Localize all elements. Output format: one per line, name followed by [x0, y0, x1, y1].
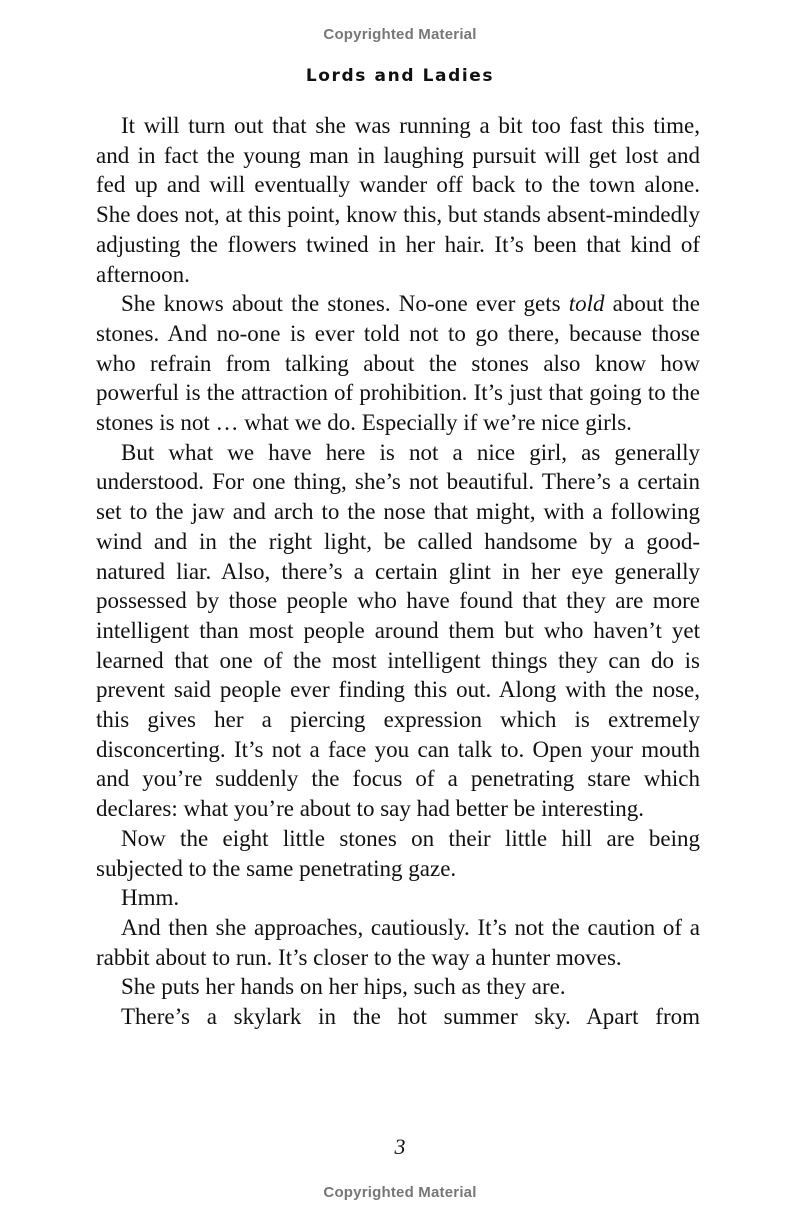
paragraph-8: There’s a skylark in the hot summer sky. Apart from	[121, 1004, 700, 1030]
copyright-watermark-top: Copyrighted Material	[323, 26, 477, 43]
paragraph-7: She puts her hands on her hips, such as they are.	[121, 974, 566, 1000]
copyright-watermark-bottom: Copyrighted Material	[323, 1184, 477, 1201]
running-head-title: Lords and Ladies	[305, 66, 495, 86]
emphasis-told: told	[568, 291, 605, 317]
paragraph-5: Hmm.	[121, 885, 180, 911]
body-text	[96, 111, 700, 1032]
paragraph-2-after: about the stones. And no-one is ever told not to go there, because those who refrain from talking about the stones also know how powerful is the attraction of prohibition. It’s just that going to the stones is not … what we do. Especially if we’re nice girls.	[96, 291, 700, 436]
page-number: 3	[394, 1134, 406, 1159]
paragraph-1: It will turn out that she was running a bit too fast this time, and in fact the young man in laughing pursuit will get lost and fed up and will eventually wander off back to the town alone. She does not, at this point, know this, but stands absent-mindedly adjusting the flowers twined in her hair. It’s been that kind of afternoon.	[96, 113, 700, 287]
paragraph-3: But what we have here is not a nice girl, as generally understood. For one thing, she’s not beautiful. There’s a certain set to the jaw and arch to the nose that might, with a following wind and in the right light, be called handsome by a good-natured liar. Also, there’s a certain glint in her eye generally possessed by those people who have found that they are more intelligent than most people around them but who haven’t yet learned that one of the most intelligent things they can do is prevent said people ever finding this out. Along with the nose, this gives her a piercing expression which is extremely disconcerting. It’s not a face you can talk to. Open your mouth and you’re suddenly the focus of a penetrating stare which declares: what you’re about to say had better be interesting.	[96, 439, 700, 822]
paragraph-4: Now the eight little stones on their little hill are being subjected to the same penetrating gaze.	[96, 825, 700, 881]
paragraph-2	[96, 289, 700, 438]
paragraph-6: And then she approaches, cautiously. It’s not the caution of a rabbit about to run. It’s closer to the way a hunter moves.	[96, 914, 700, 970]
paragraph-2-before: She knows about the stones. No-one ever gets	[121, 291, 569, 317]
